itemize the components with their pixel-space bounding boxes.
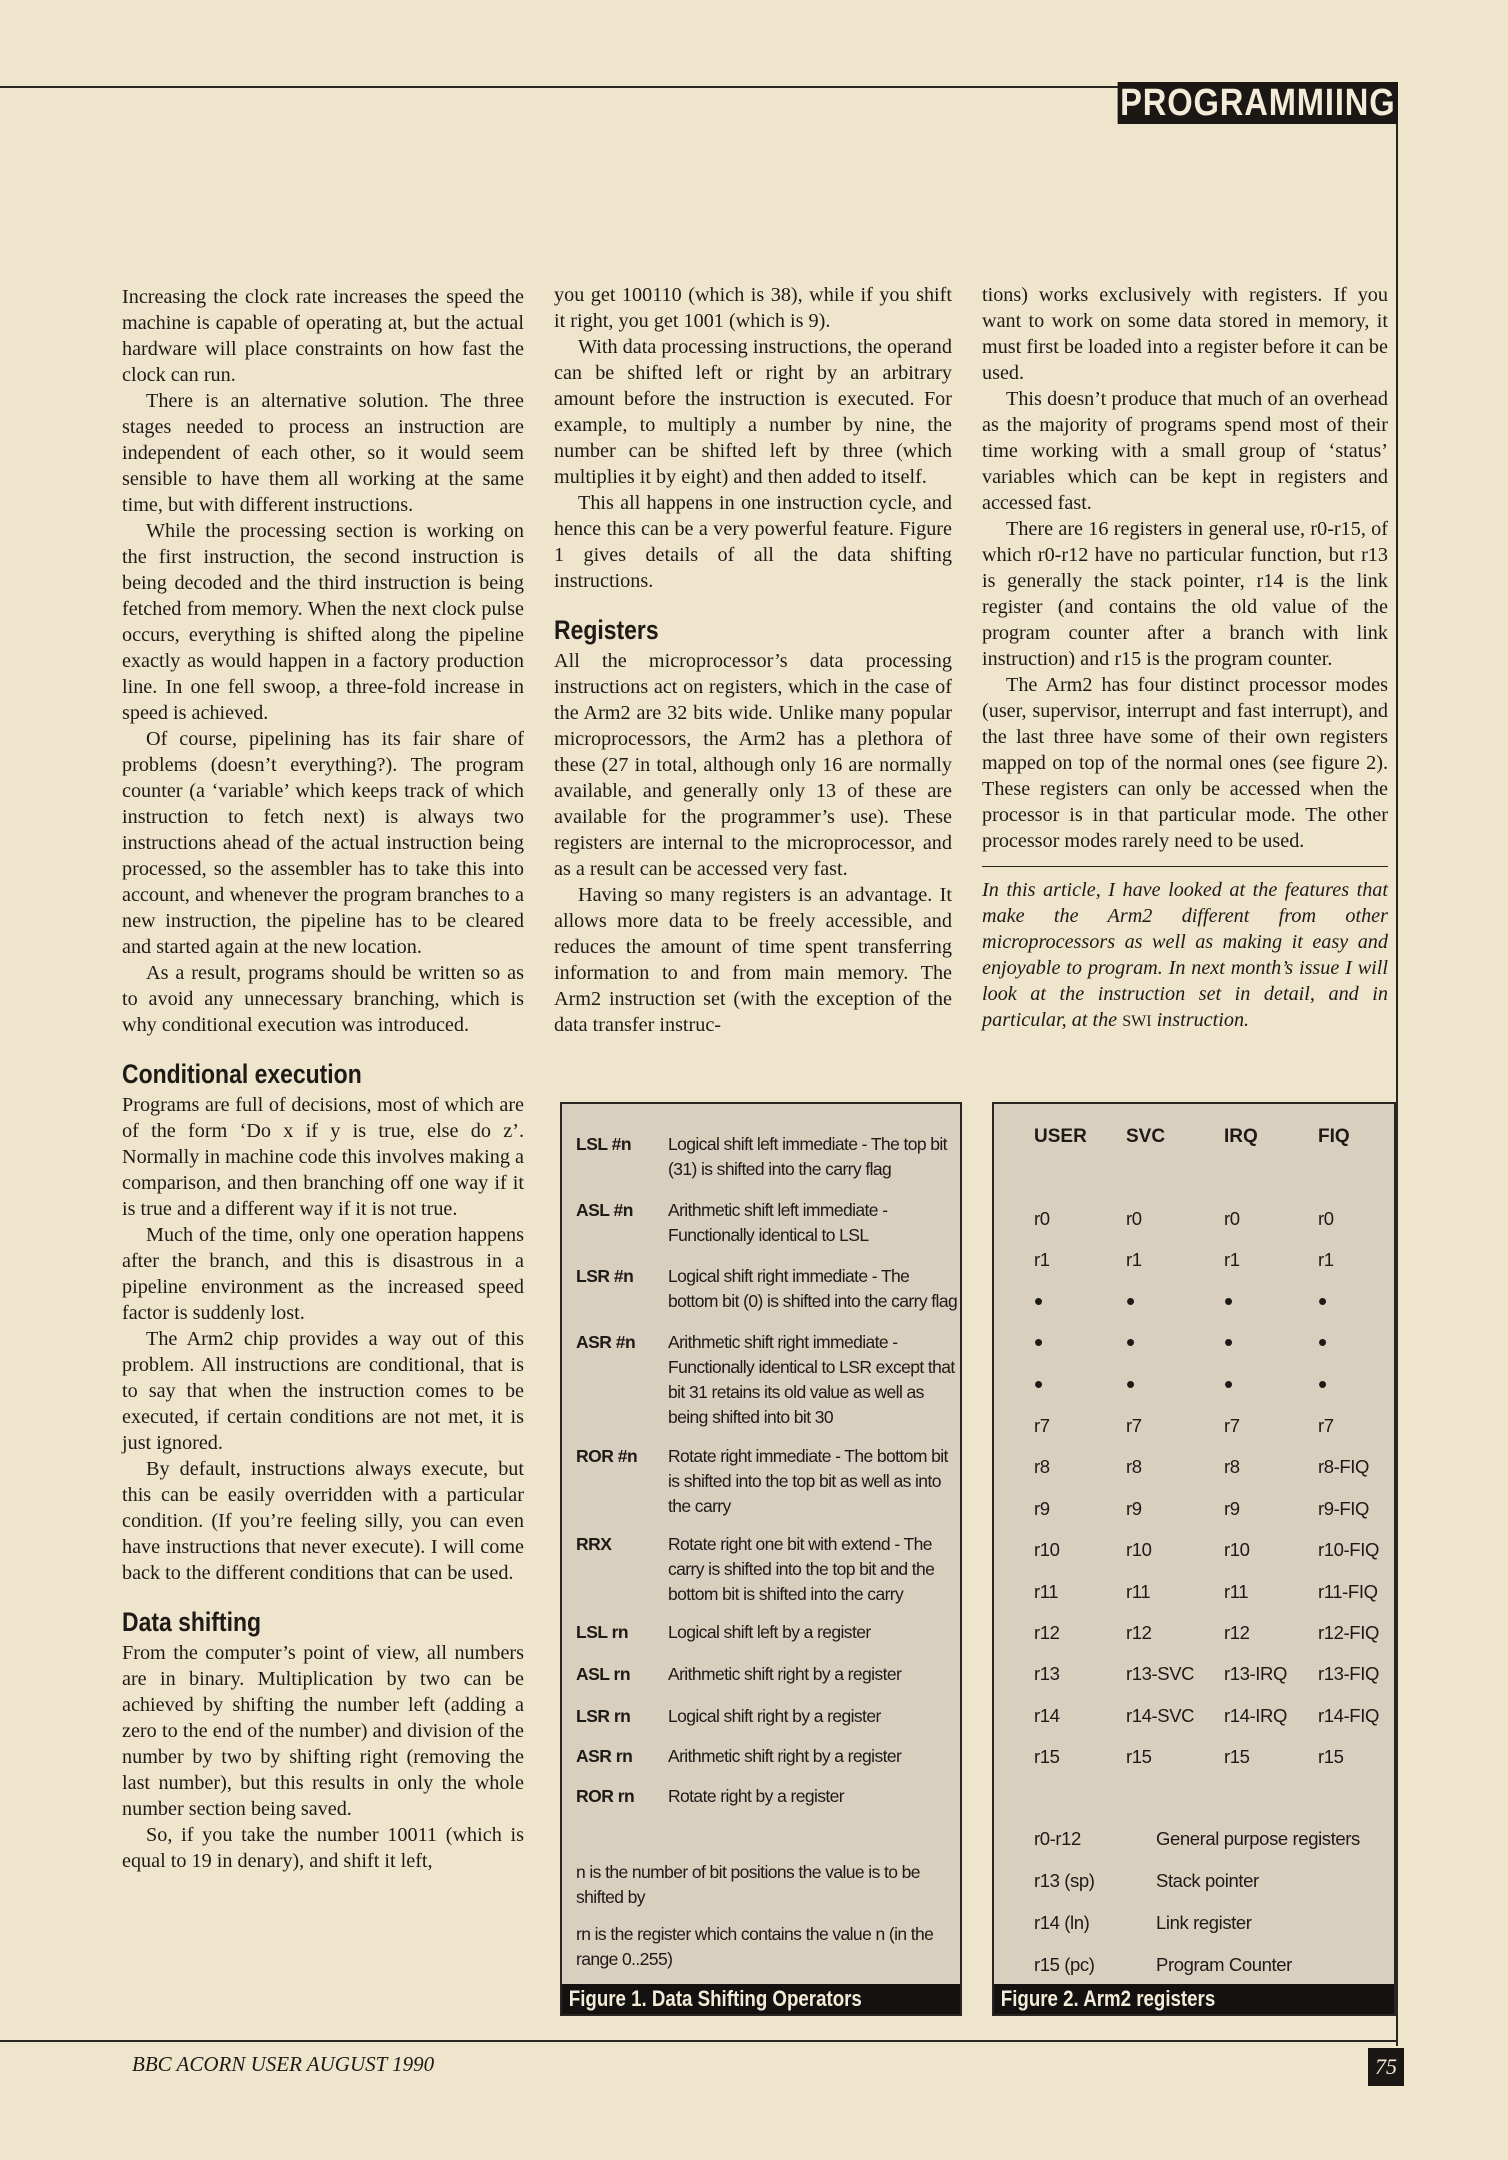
- publication-footer: BBC ACORN USER AUGUST 1990: [132, 2052, 435, 2076]
- article-column-2: [554, 282, 952, 1038]
- operator-description: Rotate right one bit with extend - The carry is shifted into the top bit and the bottom bit is shifted into the carry: [668, 1534, 935, 1604]
- page-number: 75: [1368, 2048, 1404, 2086]
- paragraph: Much of the time, only one operation happens after the branch, and this is disastrous in a pipeline environment as the increased speed factor is suddenly lost.: [122, 1224, 524, 1324]
- figure-1-data-shifting-operators: [560, 1102, 962, 2016]
- operator-description: Arithmetic shift right by a register: [668, 1746, 902, 1766]
- column-header-svc: SVC: [1126, 1126, 1166, 1147]
- figure-2-arm2-registers: [992, 1102, 1396, 2016]
- register-cell: r12: [1034, 1622, 1060, 1643]
- paragraph: This doesn’t produce that much of an overhead as the majority of programs spend most of their time working with a small group of ‘status’ variables which can be kept in registers and accessed fast.: [982, 388, 1388, 514]
- register-cell: r14: [1034, 1704, 1060, 1726]
- paragraph: Increasing the clock rate increases the speed the machine is capable of operating at, but the actual hardware will place constraints on how fast the clock can run.: [122, 286, 524, 386]
- article-column-1: [122, 284, 524, 1874]
- figure-1-notes: [576, 1860, 948, 1984]
- register-cell: r11: [1126, 1580, 1151, 1602]
- paragraph: As a result, programs should be written so as to avoid any unnecessary branching, which is why conditional execution was introduced.: [122, 962, 524, 1036]
- register-cell: r1: [1224, 1249, 1240, 1271]
- register-cell: r7: [1224, 1415, 1240, 1436]
- register-cell: r10-FIQ: [1318, 1539, 1379, 1561]
- register-cell: r11: [1034, 1580, 1059, 1602]
- legend-description: Stack pointer: [1156, 1870, 1259, 1891]
- register-cell: r8: [1126, 1456, 1142, 1478]
- legend-register: r14 (ln): [1034, 1912, 1090, 1933]
- closing-note-text: In this article, I have looked at the features that make the Arm2 different from other microprocessors as well as making it easy and enjoyable to program. In next month’s issue I will look at the instruction set in detail, and in particular, at the: [982, 879, 1388, 1031]
- legend-register: r13 (sp): [1034, 1870, 1095, 1891]
- column-header-irq: IRQ: [1224, 1126, 1258, 1147]
- figure-1-caption-text: Figure 1. Data Shifting Operators: [568, 1986, 862, 2011]
- register-cell: •: [1126, 1368, 1135, 1399]
- operator-description: Logical shift right immediate - The bottom bit (0) is shifted into the carry flag: [668, 1266, 958, 1311]
- operator-name: ASL #n: [576, 1200, 633, 1220]
- register-cell: r15: [1318, 1746, 1344, 1768]
- paragraph: Programs are full of decisions, most of which are of the form ‘Do x if y is true, else do z’. Normally in machine code this involves making a comparison, and then branching off one way if it is true and a different way if it is not true.: [122, 1094, 524, 1220]
- register-cell: •: [1034, 1327, 1043, 1358]
- operator-description: Arithmetic shift right immediate - Functionally identical to LSR except that bit 31 retains its old value as well as being shifted into bit 30: [668, 1332, 955, 1427]
- closing-note-end: instruction.: [1151, 1009, 1250, 1031]
- register-cell: •: [1224, 1285, 1233, 1316]
- paragraph: This all happens in one instruction cycle, and hence this can be a very powerful feature. Figure 1 gives details of all the data shifting instructions.: [554, 492, 952, 592]
- closing-note: [982, 877, 1388, 1035]
- register-cell: •: [1318, 1368, 1327, 1399]
- register-cell: r15: [1034, 1746, 1060, 1768]
- operator-name: ROR #n: [576, 1446, 638, 1466]
- column-header-user: USER: [1034, 1126, 1087, 1147]
- register-cell: r11-FIQ: [1318, 1580, 1378, 1602]
- paragraph: Of course, pipelining has its fair share of problems (doesn’t everything?). The program counter (a ‘variable’ which keeps track of which instruction to fetch next) is always two instructions ahead of the actual instruction being processed, so the assembler has to take this into account, and whenever the program branches to a new instruction, the pipeline has to be cleared and started again at the new location.: [122, 728, 524, 958]
- register-cell: r1: [1034, 1249, 1050, 1271]
- register-cell: r8-FIQ: [1318, 1456, 1370, 1478]
- legend-description: Link register: [1156, 1912, 1252, 1933]
- register-cell: r14-IRQ: [1224, 1704, 1287, 1726]
- register-cell: r14-SVC: [1126, 1704, 1195, 1726]
- paragraph: All the microprocessor’s data processing instructions act on registers, which in the case of the Arm2 are 32 bits wide. Unlike many popular microprocessors, the Arm2 has a plethora of these (27 in total, although only 16 are normally available, and generally only 13 of these are available for the programmer’s use). These registers are internal to the microprocessor, and as a result can be accessed very fast.: [554, 650, 952, 880]
- register-cell: r8: [1034, 1456, 1050, 1478]
- note-n: n is the number of bit positions the value is to be shifted by: [576, 1862, 920, 1907]
- operator-name: ASR #n: [576, 1332, 636, 1352]
- register-cell: r11: [1224, 1580, 1249, 1602]
- paragraph: There are 16 registers in general use, r0-r15, of which r0-r12 have no particular function, but r13 is generally the stack pointer, r14 is the link register (and contains the old value of the program counter after a branch with link instruction) and r15 is the program counter.: [982, 518, 1388, 670]
- operator-description: Logical shift left immediate - The top bit (31) is shifted into the carry flag: [668, 1134, 947, 1179]
- register-cell: r12: [1224, 1622, 1250, 1643]
- register-cell: r1: [1126, 1249, 1142, 1271]
- register-cell: •: [1034, 1368, 1043, 1399]
- register-cell: r15: [1224, 1746, 1250, 1768]
- register-cell: •: [1034, 1285, 1043, 1316]
- register-cell: r14-FIQ: [1318, 1704, 1379, 1726]
- paragraph: While the processing section is working on the first instruction, the second instruction is being decoded and the third instruction is being fetched from memory. When the next clock pulse occurs, everything is shifted along the pipeline exactly as would happen in a factory production line. In one fell swoop, a three-fold increase in speed is achieved.: [122, 520, 524, 724]
- paragraph: The Arm2 chip provides a way out of this problem. All instructions are conditional, that is to say that when the instruction comes to be executed, if certain conditions are not met, it is just ignored.: [122, 1328, 524, 1454]
- register-cell: r10: [1126, 1539, 1152, 1561]
- closing-note-code: SWI: [1122, 1013, 1152, 1030]
- register-cell: •: [1318, 1327, 1327, 1358]
- register-cell: r10: [1224, 1539, 1250, 1561]
- register-cell: r7: [1126, 1415, 1142, 1436]
- operator-name: LSR #n: [576, 1266, 634, 1286]
- paragraph: Having so many registers is an advantage. It allows more data to be freely accessible, and reduces the amount of time spent transferring information to and from main memory. The Arm2 instruction set (with the exception of the data transfer instruc-: [554, 884, 952, 1036]
- bottom-rule: [0, 2040, 1398, 2042]
- operator-name: ROR rn: [576, 1786, 635, 1806]
- register-cell: r15: [1126, 1746, 1152, 1768]
- register-cell: r0: [1318, 1208, 1334, 1229]
- register-cell: •: [1318, 1285, 1327, 1316]
- operator-description: Rotate right by a register: [668, 1786, 845, 1806]
- figure-2-caption-text: Figure 2. Arm2 registers: [1000, 1986, 1216, 2011]
- register-cell: r0: [1126, 1208, 1142, 1229]
- register-cell: r7: [1034, 1415, 1050, 1436]
- register-cell: r12-FIQ: [1318, 1622, 1379, 1643]
- register-cell: r12: [1126, 1622, 1152, 1643]
- heading-conditional-execution: Conditional execution: [122, 1059, 362, 1089]
- register-cell: r13-SVC: [1126, 1663, 1195, 1685]
- figure-2-caption: [994, 1984, 1394, 2014]
- paragraph: The Arm2 has four distinct processor modes (user, supervisor, interrupt and fast interrupt), and the last three have some of their own registers mapped on top of the normal ones (see figure 2). These registers can only be accessed when the processor is in that particular mode. The other processor modes rarely need to be used.: [982, 674, 1388, 852]
- right-rule: [1396, 86, 1398, 2046]
- register-cell: r10: [1034, 1539, 1060, 1561]
- register-cell: •: [1126, 1327, 1135, 1358]
- register-cell: r8: [1224, 1456, 1240, 1478]
- paragraph: There is an alternative solution. The three stages needed to process an instruction are independent of each other, so it would seem sensible to have them all working at the same time, but with different instructions.: [122, 390, 524, 516]
- legend-description: General purpose registers: [1156, 1828, 1360, 1849]
- legend-register: r0-r12: [1034, 1828, 1081, 1849]
- register-cell: r13-FIQ: [1318, 1663, 1379, 1685]
- operator-description: Arithmetic shift left immediate - Functionally identical to LSL: [668, 1200, 888, 1245]
- operator-description: Rotate right immediate - The bottom bit is shifted into the top bit as well as into the carry: [668, 1446, 948, 1516]
- register-cell: •: [1224, 1368, 1233, 1399]
- operator-name: RRX: [576, 1534, 612, 1554]
- operator-name: LSR rn: [576, 1706, 631, 1726]
- paragraph: tions) works exclusively with registers. If you want to work on some data stored in memory, it must first be loaded into a register before it can be used.: [982, 284, 1388, 384]
- operator-name: ASL rn: [576, 1664, 631, 1684]
- column-header-fiq: FIQ: [1318, 1126, 1350, 1147]
- operator-name: LSL rn: [576, 1622, 629, 1642]
- paragraph: you get 100110 (which is 38), while if you shift it right, you get 1001 (which is 9).: [554, 284, 952, 332]
- note-rn: rn is the register which contains the value n (in the range 0..255): [576, 1924, 934, 1969]
- register-cell: •: [1224, 1327, 1233, 1358]
- register-cell: r0: [1224, 1208, 1240, 1229]
- figure-1-caption: [562, 1984, 960, 2014]
- paragraph: From the computer’s point of view, all numbers are in binary. Multiplication by two can be achieved by shifting the number left (adding a zero to the end of the number) and division of the number by two by shifting right (removing the last number), but this results in only the whole number section being saved.: [122, 1642, 524, 1820]
- operator-description: Logical shift left by a register: [668, 1622, 871, 1642]
- register-cell: r13-IRQ: [1224, 1663, 1287, 1685]
- register-cell: r9-FIQ: [1318, 1497, 1370, 1519]
- register-cell: r13: [1034, 1663, 1060, 1685]
- paragraph: By default, instructions always execute, but this can be easily overridden with a particular condition. (If you’re feeling silly, you can even have instructions that never execute). I will come back to the different conditions that can be used.: [122, 1458, 524, 1584]
- end-rule: [982, 866, 1388, 867]
- operator-description: Arithmetic shift right by a register: [668, 1664, 902, 1684]
- register-cell: •: [1126, 1285, 1135, 1316]
- register-cell: r1: [1318, 1249, 1334, 1271]
- operator-name: ASR rn: [576, 1746, 633, 1766]
- paragraph: With data processing instructions, the operand can be shifted left or right by an arbitrary amount before the instruction is executed. For example, to multiply a number by nine, the number can be shifted left by three (which multiplies it by eight) and then added to itself.: [554, 336, 952, 488]
- legend-description: Program Counter: [1156, 1954, 1292, 1975]
- legend-register: r15 (pc): [1034, 1954, 1095, 1975]
- operator-description: Logical shift right by a register: [668, 1706, 881, 1726]
- operator-name: LSL #n: [576, 1134, 632, 1154]
- register-cell: r9: [1126, 1497, 1142, 1519]
- heading-registers: Registers: [554, 615, 659, 645]
- register-cell: r7: [1318, 1415, 1334, 1436]
- register-cell: r0: [1034, 1208, 1050, 1229]
- article-column-3: [982, 282, 1388, 1035]
- register-cell: r9: [1034, 1497, 1050, 1519]
- section-tag: PROGRAMMIING: [1118, 82, 1398, 124]
- register-cell: r9: [1224, 1497, 1240, 1519]
- heading-data-shifting: Data shifting: [122, 1607, 261, 1637]
- paragraph: So, if you take the number 10011 (which is equal to 19 in denary), and shift it left,: [122, 1824, 524, 1872]
